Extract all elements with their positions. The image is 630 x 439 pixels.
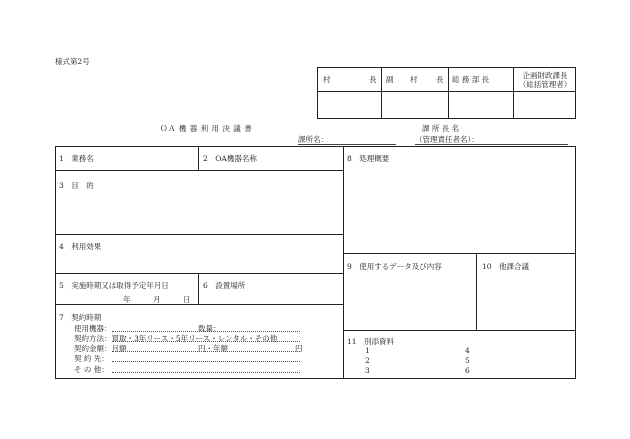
field-attachments: 11 別添資料 — [347, 337, 395, 346]
contract-yen: 円 — [295, 344, 303, 353]
attachment-1: 1 — [365, 346, 370, 355]
dept-name-label: 課所名： — [298, 135, 328, 144]
contract-yen-per-year: 円・年額 — [198, 344, 228, 353]
field-oa-equipment-name: 2 OA機器名称 — [203, 154, 257, 163]
attachment-3: 3 — [365, 366, 370, 375]
field-interdept-consultation: 10 他課合議 — [482, 262, 530, 271]
field-installation-place: 6 設置場所 — [203, 281, 246, 290]
deputy-head-label-1: 副 — [386, 75, 394, 84]
contract-quantity-label: 数量： — [198, 324, 221, 333]
contract-vendor-label: 契 約 先： — [74, 354, 109, 363]
attachment-5: 5 — [465, 356, 470, 365]
contract-amount-label: 契約金額：月額 — [74, 344, 127, 353]
attachment-4: 4 — [465, 346, 470, 355]
contract-equipment-label: 使用機器： — [74, 324, 112, 333]
field-business-name: 1 業務名 — [59, 154, 94, 163]
attachment-6: 6 — [465, 366, 470, 375]
field-date-placeholder: 年 月 日 — [123, 295, 191, 304]
form-number: 様式第2号 — [55, 57, 90, 66]
dept-name-line — [298, 144, 396, 145]
contract-other-label: そ の 他： — [74, 365, 109, 374]
field-usage-effect: 4 利用効果 — [59, 242, 102, 251]
finance-manager-label: 企画財政課長 （総括管理者） — [518, 71, 572, 89]
field-purpose: 3 目 的 — [59, 181, 94, 190]
deputy-head-label-3: 長 — [436, 75, 444, 84]
field-contract-period: 7 契約時期 — [59, 313, 102, 322]
contract-method-label: 契約方法：買取・3年リース・5年リース・レンタル・その他 — [74, 334, 278, 343]
general-affairs-label: 総 務 部 長 — [452, 75, 490, 84]
stamp-divider — [317, 91, 576, 92]
section-chief-label: 課 所 長 名 — [422, 124, 460, 133]
deputy-head-label-2: 村 — [410, 75, 418, 84]
field-data-used: 9 使用するデータ及び内容 — [347, 262, 442, 271]
field-processing-overview: 8 処理概要 — [347, 154, 390, 163]
document-title: ＯＡ 機 器 利 用 決 議 書 — [160, 124, 253, 133]
village-head-label-1: 村 — [323, 75, 331, 84]
village-head-label-2: 長 — [369, 75, 377, 84]
attachment-2: 2 — [365, 356, 370, 365]
field-implementation-date: 5 実施時期又は取得予定年月日 — [59, 281, 169, 290]
manager-name-line — [415, 144, 568, 145]
manager-name-label: （管理責任者名）： — [415, 135, 479, 144]
